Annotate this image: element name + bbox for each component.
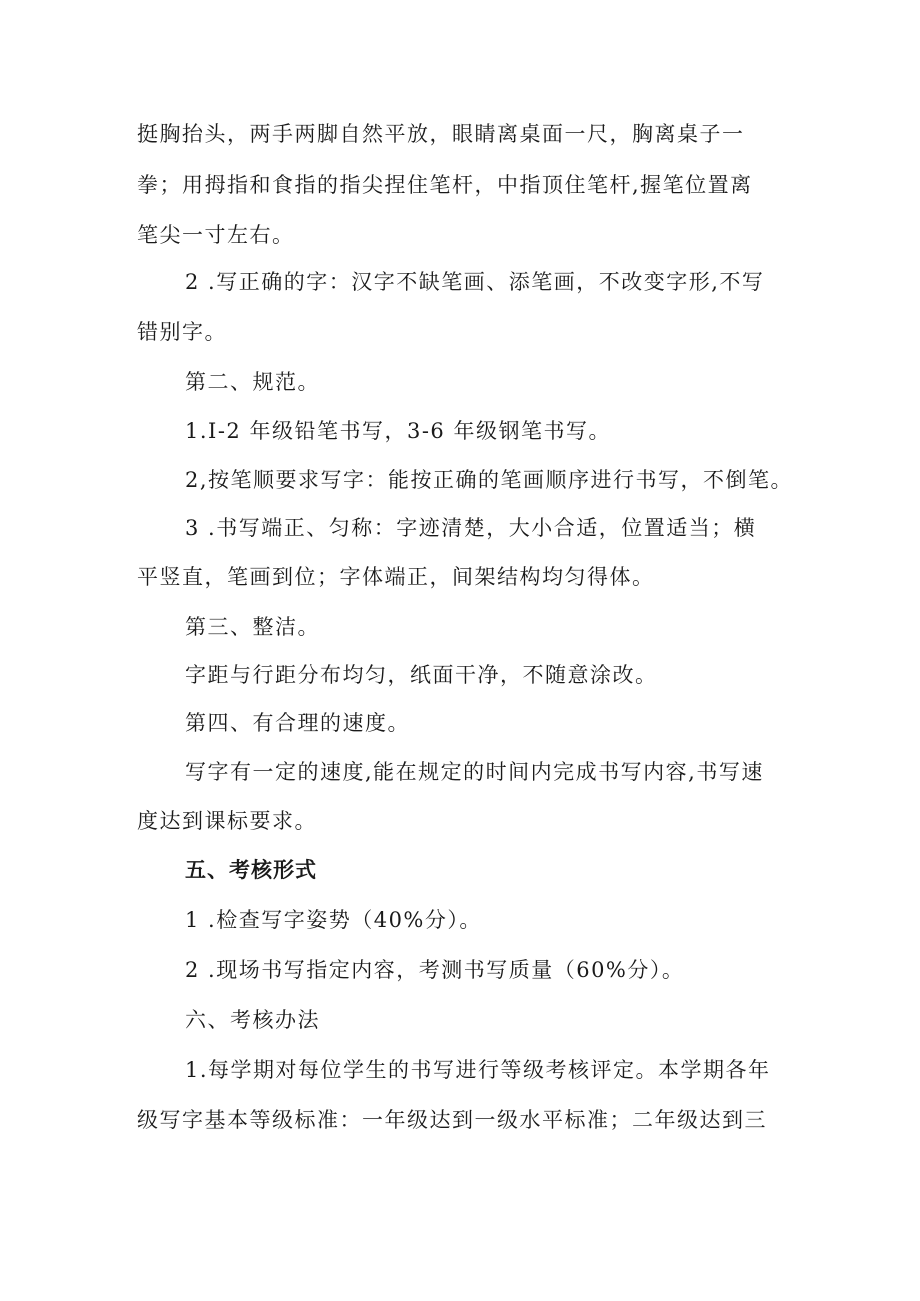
body-line: 写字有一定的速度,能在规定的时间内完成书写内容,书写速 xyxy=(185,760,764,784)
body-line: 2,按笔顺要求写字：能按正确的笔画顺序进行书写，不倒笔。 xyxy=(185,468,794,492)
body-line: 平竖直，笔画到位；字体端正，间架结构均匀得体。 xyxy=(137,565,655,589)
body-line: 笔尖一寸左右。 xyxy=(137,223,295,247)
body-line: 1 .检查写字姿势（40%分）。 xyxy=(185,908,482,932)
body-line: 拳；用拇指和食指的指尖捏住笔杆，中指顶住笔杆,握笔位置离 xyxy=(137,173,753,197)
body-line: 级写字基本等级标准：一年级达到一级水平标准；二年级达到三 xyxy=(137,1108,767,1132)
section-heading: 第四、有合理的速度。 xyxy=(185,711,410,735)
section-heading: 第二、规范。 xyxy=(185,370,320,394)
body-line: 1.每学期对每位学生的书写进行等级考核评定。本学期各年 xyxy=(185,1058,771,1082)
body-line: 1.I-2 年级铅笔书写，3-6 年级钢笔书写。 xyxy=(185,419,611,443)
body-line: 挺胸抬头，两手两脚自然平放，眼睛离桌面一尺，胸离桌子一 xyxy=(137,122,745,146)
body-line: 度达到课标要求。 xyxy=(137,809,317,833)
section-heading: 六、考核办法 xyxy=(185,1008,320,1032)
body-line: 2 .现场书写指定内容，考测书写质量（60%分）。 xyxy=(185,958,685,982)
body-line: 2 .写正确的字：汉字不缺笔画、添笔画，不改变字形,不写 xyxy=(185,270,765,294)
body-line: 字距与行距分布均匀，纸面干净，不随意涂改。 xyxy=(185,663,658,687)
body-line: 3 .书写端正、匀称：字迹清楚，大小合适，位置适当；横 xyxy=(185,516,757,540)
section-heading: 第三、整洁。 xyxy=(185,615,320,639)
body-line: 错别字。 xyxy=(137,320,227,344)
section-heading-bold: 五、考核形式 xyxy=(185,858,317,882)
